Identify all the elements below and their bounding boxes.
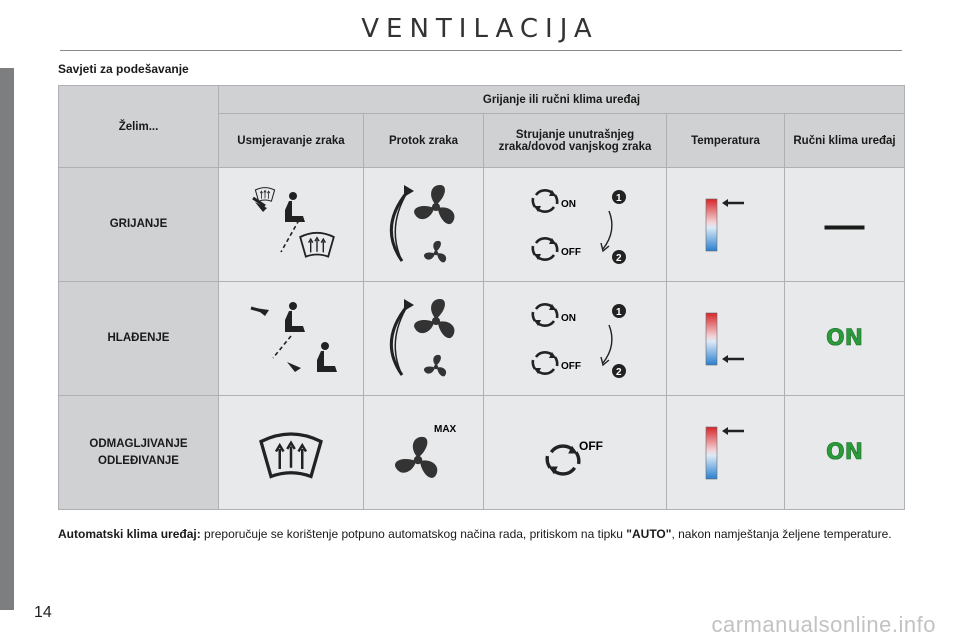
column-header-manual-ac: Ručni klima uređaj — [785, 114, 905, 168]
temperature-cell — [667, 396, 785, 510]
windscreen-defrost-icon — [241, 418, 341, 488]
page-title: VENTILACIJA — [361, 14, 599, 44]
recirculation-cell — [484, 396, 667, 510]
ac-on-badge: ON — [825, 440, 864, 465]
table-row — [59, 282, 905, 396]
fan-increase-icon — [374, 291, 474, 387]
svg-text:ON: ON — [561, 312, 576, 324]
svg-text:2: 2 — [616, 366, 622, 378]
air-flow-cell — [364, 396, 484, 510]
air-direction-cell — [219, 396, 364, 510]
recirculation-icon — [533, 304, 557, 326]
temperature-cell — [667, 282, 785, 396]
column-header-recirculation: Strujanje unutrašnjeg zraka/dovod vanjskog zraka — [484, 114, 667, 168]
air-flow-cell — [364, 168, 484, 282]
seated-person-icon — [285, 302, 305, 332]
svg-text:1: 1 — [616, 306, 622, 318]
page-number: 14 — [34, 604, 52, 621]
ac-on-badge: ON — [825, 326, 864, 351]
svg-text:ON: ON — [561, 198, 576, 210]
svg-text:OFF: OFF — [561, 246, 581, 258]
svg-text:2: 2 — [616, 252, 622, 264]
air-flow-cell — [364, 282, 484, 396]
title-divider — [60, 50, 902, 51]
table-row — [59, 396, 905, 510]
air-to-feet-and-windscreen-icon — [231, 182, 351, 268]
column-header-temperature: Temperatura — [667, 114, 785, 168]
recirculation-icon — [533, 190, 557, 212]
section-heading: Savjeti za podešavanje — [58, 62, 189, 76]
group-header: Grijanje ili ručni klima uređaj — [219, 86, 905, 114]
auto-climate-note: Automatski klima uređaj: preporučuje se korištenje potpuno automatskog načina rada, pritiskom na tipku "AUTO", nakon namještanja željene temperature. — [58, 527, 892, 541]
manual-ac-cell — [785, 168, 905, 282]
recirculation-cell — [484, 282, 667, 396]
recirculation-off-icon — [515, 418, 635, 488]
recirculation-on-off-icon — [515, 291, 635, 387]
row-label-cooling: HLAĐENJE — [59, 282, 219, 396]
seated-person-icon — [285, 192, 305, 222]
svg-text:1: 1 — [616, 192, 622, 204]
air-to-face-icon — [231, 296, 351, 382]
svg-text:OFF: OFF — [561, 360, 581, 372]
recirculation-on-off-icon — [515, 177, 635, 273]
row-label-demist-defrost: ODMAGLJIVANJE ODLEĐIVANJE — [59, 396, 219, 510]
ventilation-table — [58, 85, 905, 510]
row-label-heating: GRIJANJE — [59, 168, 219, 282]
recirculation-cell — [484, 168, 667, 282]
air-direction-cell — [219, 168, 364, 282]
side-tab — [0, 68, 14, 610]
manual-ac-cell — [785, 396, 905, 510]
ac-off-dash: — — [824, 202, 865, 247]
manual-ac-cell — [785, 282, 905, 396]
temperature-cell — [667, 168, 785, 282]
temperature-cold-icon — [686, 299, 766, 379]
fan-max-icon — [374, 410, 474, 496]
column-header-air-flow: Protok zraka — [364, 114, 484, 168]
temperature-hot-icon — [686, 185, 766, 265]
corner-header: Želim... — [59, 86, 219, 168]
svg-text:MAX: MAX — [433, 423, 456, 435]
fan-increase-icon — [374, 177, 474, 273]
watermark: carmanualsonline.info — [711, 612, 936, 637]
svg-text:OFF: OFF — [579, 438, 603, 453]
column-header-air-direction: Usmjeravanje zraka — [219, 114, 364, 168]
temperature-hot-icon — [686, 413, 766, 493]
windscreen-icon — [300, 232, 334, 256]
table-row — [59, 168, 905, 282]
air-direction-cell — [219, 282, 364, 396]
